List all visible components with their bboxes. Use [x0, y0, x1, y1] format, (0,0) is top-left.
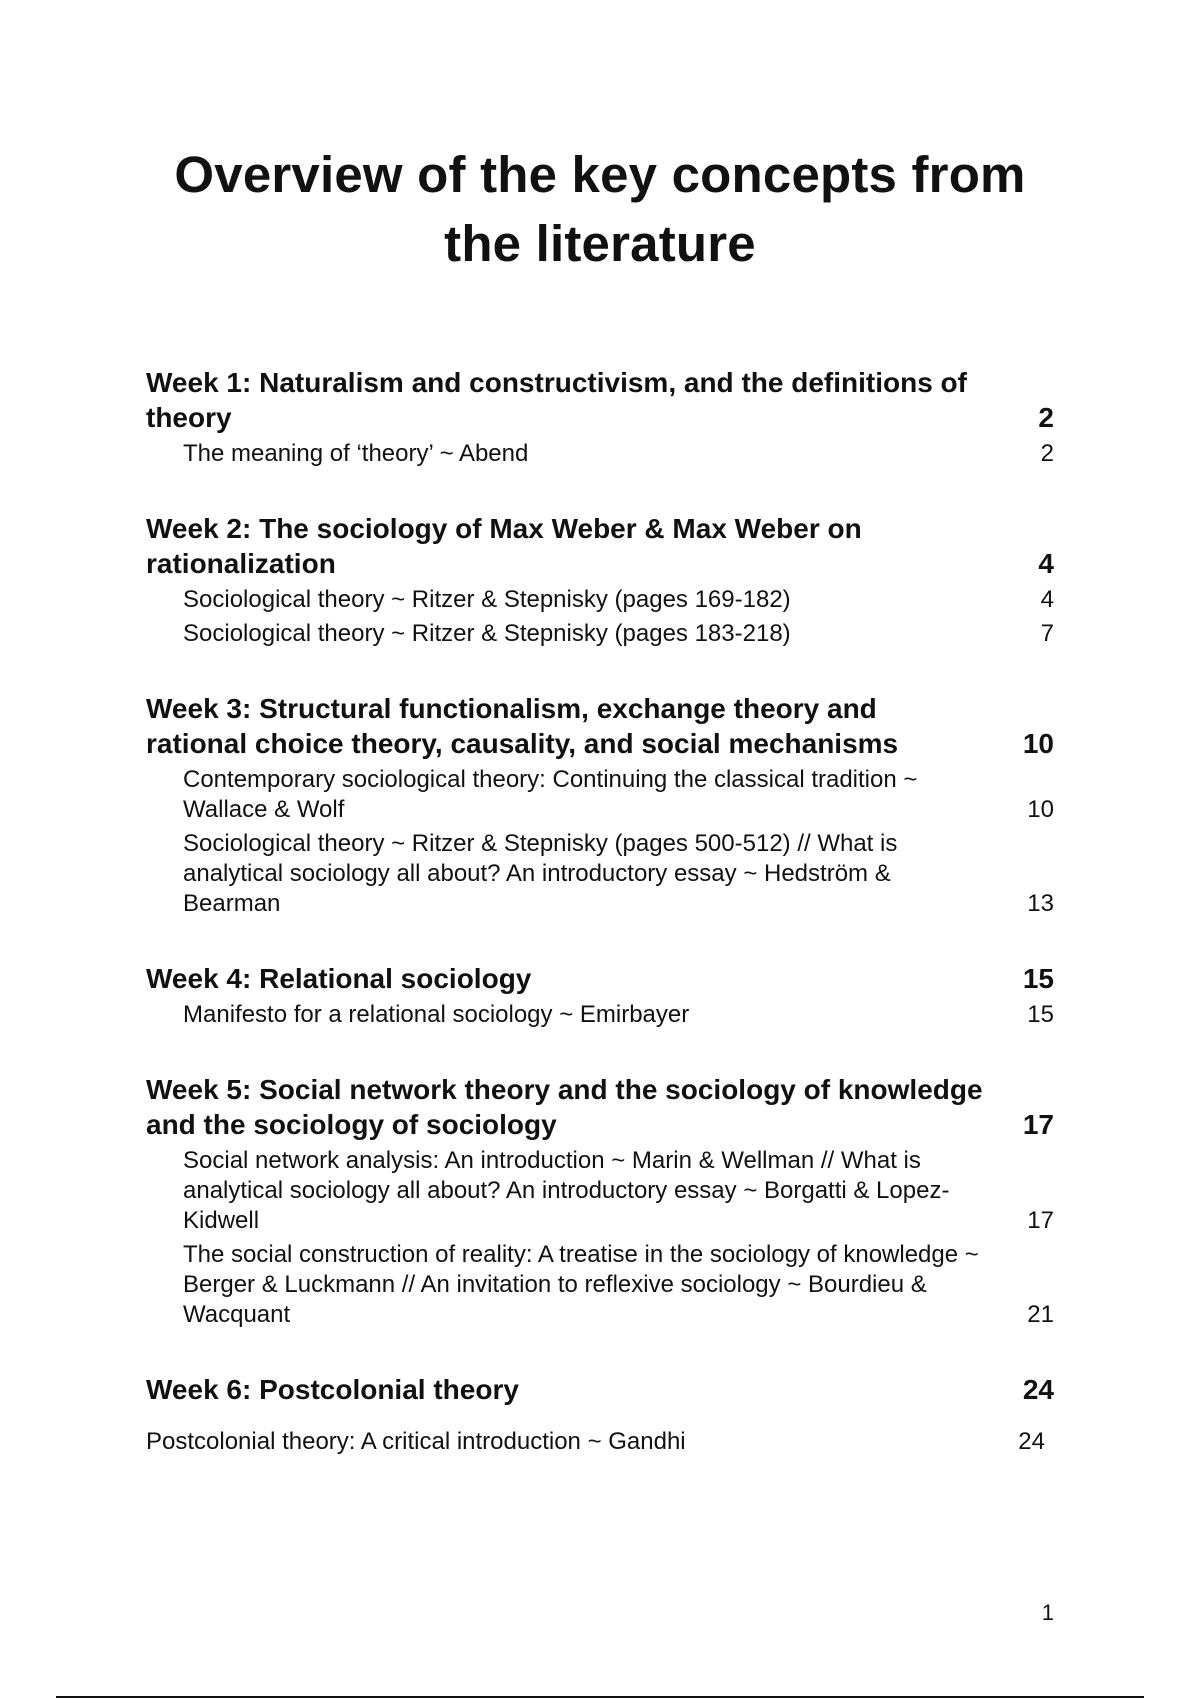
toc-heading-page: 15: [1022, 963, 1054, 994]
toc-entry[interactable]: [146, 1000, 1054, 1030]
toc-heading-page: 2: [1038, 402, 1054, 433]
toc-heading-page: 17: [1022, 1109, 1054, 1140]
toc-entry-page: 4: [1040, 586, 1054, 613]
toc-entry-text: Sociological theory ~ Ritzer & Stepnisky (pages 500-512) // What is analytical sociology all about? An introductory essay ~ Hedström & Bearman: [183, 830, 898, 917]
toc-section-week-3: [146, 691, 1054, 919]
toc-heading-page: 4: [1038, 548, 1054, 579]
toc-entry-page: 13: [1027, 890, 1054, 917]
toc-section-week-5: [146, 1072, 1054, 1330]
toc-entry[interactable]: [146, 439, 1054, 469]
toc-entry[interactable]: [146, 1427, 1054, 1457]
toc-entry-page: 7: [1040, 620, 1054, 647]
toc-entry[interactable]: [146, 619, 1054, 649]
toc-entry[interactable]: [146, 1146, 1054, 1236]
toc-entry-text: Postcolonial theory: A critical introduction ~ Gandhi: [146, 1428, 686, 1455]
toc-entry-page: 15: [1027, 1001, 1054, 1028]
page-number: 1: [1041, 1600, 1054, 1625]
toc-entry-text: The meaning of ‘theory’ ~ Abend: [183, 440, 529, 467]
toc-entry-text: Sociological theory ~ Ritzer & Stepnisky (pages 183-218): [183, 620, 791, 647]
toc-entry-text: Manifesto for a relational sociology ~ Emirbayer: [183, 1001, 690, 1028]
toc-section-week-1: [146, 365, 1054, 469]
toc-heading-text: Week 3: Structural functionalism, exchange theory and rational choice theory, causality, and social mechanisms: [146, 693, 899, 759]
toc-section-week-4: [146, 961, 1054, 1030]
toc-heading-page: 24: [1022, 1374, 1054, 1405]
toc-heading-text: Week 6: Postcolonial theory: [146, 1374, 519, 1405]
toc-heading-week-2[interactable]: [146, 511, 1054, 581]
toc-section-week-6: [146, 1372, 1054, 1457]
toc-heading-text: Week 5: Social network theory and the sociology of knowledge and the sociology of sociology: [146, 1074, 983, 1140]
toc-heading-week-5[interactable]: [146, 1072, 1054, 1142]
toc-heading-page: 10: [1022, 728, 1054, 759]
bottom-divider: [56, 1696, 1144, 1698]
toc-section-week-2: [146, 511, 1054, 649]
toc-heading-week-4[interactable]: [146, 961, 1054, 996]
toc-entry-text: Social network analysis: An introduction ~ Marin & Wellman // What is analytical sociology all about? An introductory essay ~ Borgatti & Lopez-Kidwell: [183, 1147, 950, 1234]
toc-heading-week-1[interactable]: [146, 365, 1054, 435]
table-of-contents: [146, 365, 1054, 1499]
page-title: Overview of the key concepts from the literature: [174, 146, 1026, 272]
toc-entry-page: 24: [1018, 1428, 1045, 1455]
toc-heading-text: Week 4: Relational sociology: [146, 963, 532, 994]
toc-entry-text: Sociological theory ~ Ritzer & Stepnisky (pages 169-182): [183, 586, 791, 613]
toc-heading-text: Week 1: Naturalism and constructivism, and the definitions of theory: [146, 367, 967, 433]
toc-heading-text: Week 2: The sociology of Max Weber & Max Weber on rationalization: [146, 513, 862, 579]
toc-entry-text: The social construction of reality: A treatise in the sociology of knowledge ~ Berger & Luckmann // An invitation to reflexive sociology ~ Bourdieu & Wacquant: [183, 1241, 979, 1328]
toc-entry[interactable]: [146, 1240, 1054, 1330]
toc-entry-page: 17: [1027, 1207, 1054, 1234]
toc-entry[interactable]: [146, 829, 1054, 919]
toc-entry-text: Contemporary sociological theory: Continuing the classical tradition ~ Wallace & Wolf: [183, 766, 918, 823]
toc-entry-page: 2: [1040, 440, 1054, 467]
toc-entry[interactable]: [146, 585, 1054, 615]
toc-heading-week-3[interactable]: [146, 691, 1054, 761]
toc-entry-page: 10: [1027, 796, 1054, 823]
toc-entry-page: 21: [1027, 1301, 1054, 1328]
toc-heading-week-6[interactable]: [146, 1372, 1054, 1407]
toc-entry[interactable]: [146, 765, 1054, 825]
